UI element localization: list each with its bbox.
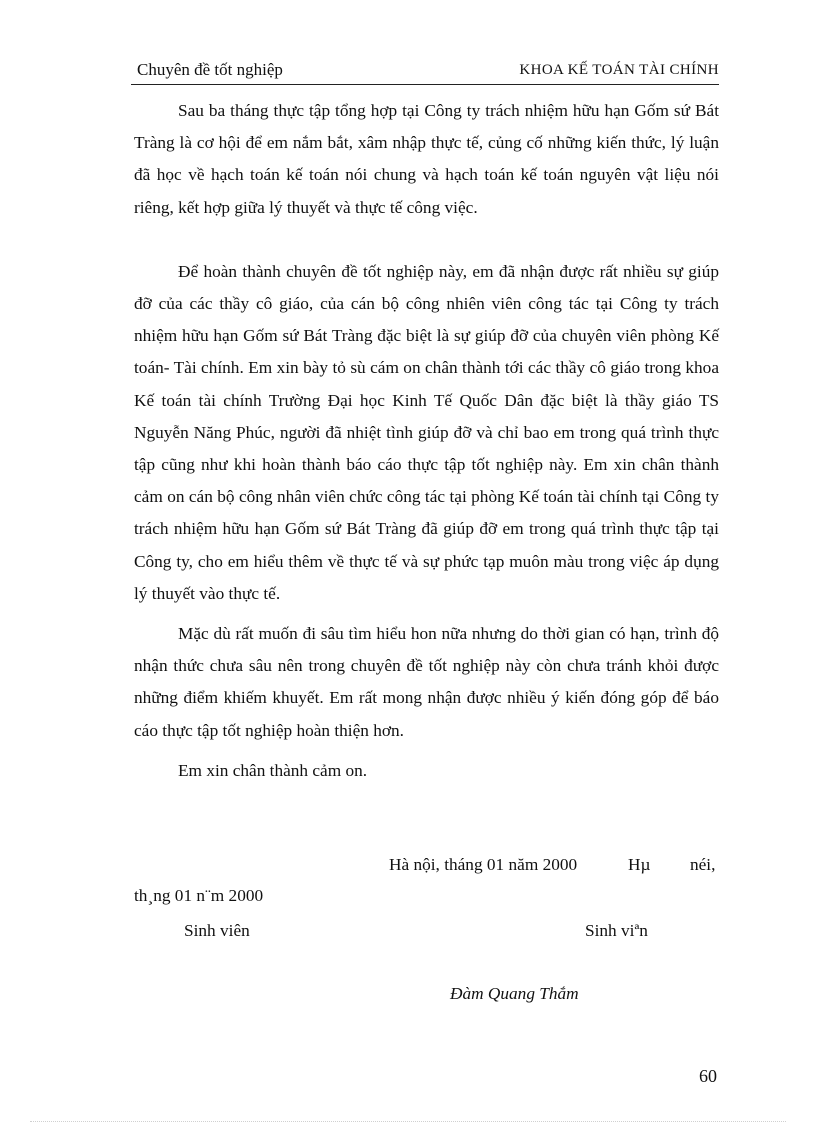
header-right-title: KHOA KẾ TOÁN TÀI CHÍNH <box>519 62 719 78</box>
page-number: 60 <box>699 1066 717 1086</box>
page-header <box>131 58 719 85</box>
signoff-left: Sinh viên <box>184 921 250 940</box>
signature-name: Đàm Quang Thắm <box>450 984 579 1003</box>
date-line-garbled-end: th¸ng 01 n¨m 2000 <box>134 886 264 905</box>
date-line: Hà nội, tháng 01 năm 2000 <box>389 855 578 874</box>
paragraph-thanks: Em xin chân thành cảm on. <box>178 760 368 780</box>
paragraph-acknowledgement: Để hoàn thành chuyên đề tốt nghiệp này, em đã nhận được rất nhiều sự giúp đỡ của các thầy cô giáo, của cán bộ công nhiên viên công tác tại Công ty trách nhiệm hữu hạn Gốm sứ Bát Tràng đặc biệt là sự giúp đỡ của chuyên viên phòng Kế toán- Tài chính. Em xin bày tỏ sù cám on chân thành tới các thầy cô giáo trong khoa Kế toán tài chính Trường Đại học Kinh Tế Quốc Dân đặc biệt là thầy giáo TS Nguyễn Năng Phúc, người đã nhiệt tình giúp đỡ và chỉ bao em trong quá trình thực tập cũng như khi hoàn thành báo cáo thực tập tốt nghiệp này. Em xin chân thành cảm on cán bộ công nhân viên chức công tác tại phòng Kế toán tài chính tại Công ty trách nhiệm hữu hạn Gốm sứ Bát Tràng đã giúp đỡ em trong quá trình thực tập tại Công ty, cho em hiểu thêm về thực tế và sự phức tạp muôn màu trong việc áp dụng lý thuyết vào thực tế. <box>134 261 719 603</box>
paragraph-intro: Sau ba tháng thực tập tổng hợp tại Công ty trách nhiệm hữu hạn Gốm sứ Bát Tràng là cơ hội để em nắm bắt, xâm nhập thực tế, củng cố những kiến thức, lý luận đã học về hạch toán kế toán nói chung và hạch toán kế toán nguyên vật liệu nói riêng, kết hợp giữa lý thuyết và thực tế công việc. <box>134 101 719 217</box>
footer-divider <box>30 1121 786 1122</box>
date-line-garbled-mid: néi, <box>690 855 716 874</box>
date-line-garbled-start: Hµ <box>628 855 651 874</box>
body-text <box>134 95 719 787</box>
paragraph-limitations: Mặc dù rất muốn đi sâu tìm hiểu hon nữa nhưng do thời gian có hạn, trình độ nhận thức chưa sâu nên trong chuyên đề tốt nghiệp này còn chưa tránh khỏi được những điểm khiếm khuyết. Em rất mong nhận được nhiều ý kiến đóng góp để báo cáo thực tập tốt nghiệp hoàn thiện hơn. <box>134 624 719 740</box>
header-left-title: Chuyên đề tốt nghiệp <box>137 60 283 79</box>
signoff-right: Sinh viªn <box>585 921 648 940</box>
